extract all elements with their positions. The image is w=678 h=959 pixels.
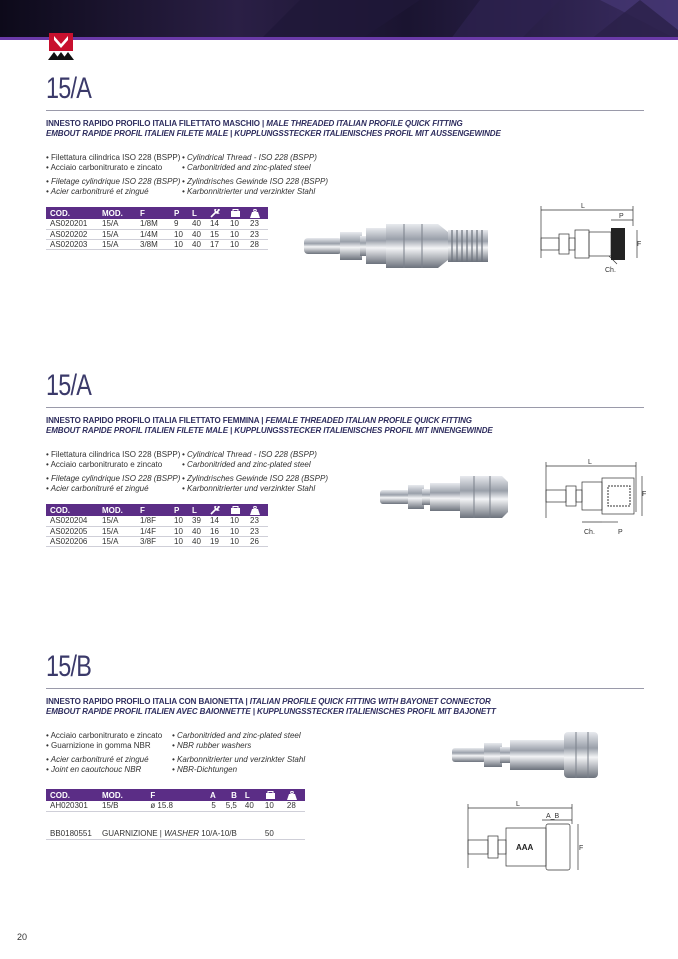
dim-label-l: L (588, 459, 592, 466)
cell-f: 1/8M (136, 219, 170, 229)
feature-item: • Acier carbonitruré et zingué (46, 484, 182, 494)
section-description (46, 119, 644, 139)
cell-box: 10 (226, 239, 246, 249)
feature-item: • Acciaio carbonitrurato e zincato (46, 731, 172, 741)
washer-label-models: 10/A-10/B (199, 829, 237, 839)
cell-box: 10 (226, 526, 246, 536)
cell-box: 10 (261, 801, 283, 811)
feature-item: • Zylindrisches Gewinde ISO 228 (BSPP) (182, 474, 482, 484)
table-row (46, 229, 268, 239)
spec-table (46, 504, 268, 547)
col-cod: COD. (46, 207, 98, 219)
table-row (46, 526, 268, 536)
feature-item: • Cylindrical Thread - ISO 228 (BSPP) (182, 450, 482, 460)
wrench-icon (210, 506, 220, 515)
cell-weight: 23 (246, 219, 268, 229)
feature-item: • Cylindrical Thread - ISO 228 (BSPP) (182, 153, 482, 163)
col-cod: COD. (46, 789, 98, 801)
dim-label-f: F (637, 241, 642, 248)
feature-list (46, 153, 644, 197)
product-photo-male-threaded (300, 210, 500, 282)
feature-item: • Karbonnitrierter und verzinkter Stahl (182, 484, 482, 494)
cell-p: 10 (170, 516, 188, 526)
feature-item: • Guarnizione in gomma NBR (46, 741, 172, 751)
col-mod: MOD. (98, 207, 136, 219)
cell-l: 39 (188, 516, 206, 526)
section-divider (46, 688, 644, 689)
cell-code: AS020202 (46, 229, 98, 239)
desc-italian: INNESTO RAPIDO PROFILO ITALIA FILETTATO FEMMINA | (46, 416, 266, 425)
box-icon (230, 506, 241, 515)
cell-wrench: 15 (206, 229, 226, 239)
technical-drawing-1 (533, 198, 643, 278)
feature-item: • Zylindrisches Gewinde ISO 228 (BSPP) (182, 177, 482, 187)
table-row (46, 801, 305, 811)
table-row (46, 516, 268, 526)
desc-fr-de: EMBOUT RAPIDE PROFIL ITALIEN AVEC BAIONNETTE | KUPPLUNGSSTECKER ITALIENISCHES PROFIL MIT BAJONETT (46, 707, 496, 716)
weight-icon (250, 209, 260, 218)
dim-label-p: P (619, 213, 624, 220)
cell-p: 9 (170, 219, 188, 229)
washer-label-en: WASHER (164, 829, 200, 839)
cell-box: 10 (226, 536, 246, 546)
cell-wrench: 14 (206, 516, 226, 526)
feature-item: • Acier carbonitruré et zingué (46, 755, 172, 765)
cell-f: 1/4M (136, 229, 170, 239)
wrench-icon (210, 209, 220, 218)
desc-english: FEMALE THREADED ITALIAN PROFILE QUICK FITTING (265, 416, 472, 425)
table-row (46, 536, 268, 546)
desc-english: MALE THREADED ITALIAN PROFILE QUICK FITTING (266, 119, 463, 128)
section-title: 15/B (46, 650, 92, 683)
dim-label-ch: Ch. (584, 529, 595, 536)
desc-fr-de: EMBOUT RAPIDE PROFIL ITALIEN FILETE MALE | KUPPLUNGSSTECKER ITALIENISCHES PROFIL MIT AUSSENGEWINDE (46, 129, 501, 138)
spec-table (46, 207, 268, 250)
col-f: F (136, 504, 170, 516)
cell-weight: 23 (246, 229, 268, 239)
cell-weight: 26 (246, 536, 268, 546)
feature-item: • Carbonitrided and zinc-plated steel (182, 460, 482, 470)
cell-f: 3/8F (136, 536, 170, 546)
cell-f: 3/8M (136, 239, 170, 249)
col-a: A (199, 789, 220, 801)
section-title: 15/A (46, 369, 92, 402)
cell-mod: 15/B (98, 801, 146, 811)
section-divider (46, 407, 644, 408)
cell-b: 5,5 (220, 801, 241, 811)
cell-code: BB0180551 (46, 829, 98, 839)
feature-item: • NBR-Dichtungen (172, 765, 472, 775)
cell-wrench: 17 (206, 239, 226, 249)
col-l: L (241, 789, 261, 801)
cell-p: 10 (170, 526, 188, 536)
col-wrench (206, 207, 226, 219)
dim-label-f: F (579, 845, 584, 852)
table-header-row (46, 789, 305, 801)
cell-weight: 23 (246, 516, 268, 526)
col-l: L (188, 504, 206, 516)
dim-label-l: L (516, 801, 520, 808)
col-mod: MOD. (98, 504, 136, 516)
cell-f: 1/4F (136, 526, 170, 536)
cell-p: 10 (170, 229, 188, 239)
col-box (226, 207, 246, 219)
cell-code: AS020206 (46, 536, 98, 546)
cell-f: ø 15.8 (146, 801, 199, 811)
cell-weight: 23 (246, 526, 268, 536)
feature-item: • Karbonnitrierter und verzinkter Stahl (172, 755, 472, 765)
cell-box: 50 (261, 829, 283, 839)
table-header-row (46, 207, 268, 219)
col-b: B (220, 789, 241, 801)
cell-l: 40 (188, 229, 206, 239)
cell-wrench: 14 (206, 219, 226, 229)
product-photo-female-threaded (376, 470, 516, 524)
feature-item: • Filetage cylindrique ISO 228 (BSPP) (46, 177, 182, 187)
cell-box: 10 (226, 219, 246, 229)
cell-mod: 15/A (98, 526, 136, 536)
col-box (261, 789, 283, 801)
page-number: 20 (17, 932, 28, 942)
col-cod: COD. (46, 504, 98, 516)
banner-accent-line (0, 37, 678, 40)
cell-code: AS020205 (46, 526, 98, 536)
section-description (46, 697, 644, 717)
col-weight (246, 207, 268, 219)
cell-weight: 28 (283, 801, 305, 811)
section-divider (46, 110, 644, 111)
cell-l: 40 (188, 536, 206, 546)
section-title: 15/A (46, 72, 92, 105)
feature-item: • Acier carbonitruré et zingué (46, 187, 182, 197)
cell-weight: 28 (246, 239, 268, 249)
cell-mod: 15/A (98, 239, 136, 249)
spec-table (46, 789, 305, 840)
cell-l: 40 (188, 219, 206, 229)
desc-italian: INNESTO RAPIDO PROFILO ITALIA CON BAIONETTA | (46, 697, 250, 706)
section-description (46, 416, 644, 436)
product-photo-bayonet (448, 726, 608, 784)
box-icon (265, 791, 276, 800)
table-row (46, 219, 268, 229)
feature-item: • Carbonitrided and zinc-plated steel (182, 163, 482, 173)
cell-code: AS020204 (46, 516, 98, 526)
cell-code: AH020301 (46, 801, 98, 811)
col-mod: MOD. (98, 789, 146, 801)
cell-wrench: 19 (206, 536, 226, 546)
cell-p: 10 (170, 536, 188, 546)
cell-code: AS020201 (46, 219, 98, 229)
feature-item: • Acciaio carbonitrurato e zincato (46, 163, 182, 173)
dim-label-f: F (642, 491, 647, 498)
dim-label-ch: Ch. (605, 267, 616, 274)
table-row (46, 239, 268, 249)
washer-label-it: GUARNIZIONE | (102, 829, 165, 839)
cell-f: 1/8F (136, 516, 170, 526)
cell-l: 40 (188, 239, 206, 249)
brand-logo-icon (46, 32, 76, 62)
col-box (226, 504, 246, 516)
banner-pattern (0, 0, 678, 40)
weight-icon (250, 506, 260, 515)
table-header-row (46, 504, 268, 516)
desc-italian: INNESTO RAPIDO PROFILO ITALIA FILETTATO MASCHIO | (46, 119, 267, 128)
weight-icon (287, 791, 297, 800)
header-banner (0, 0, 678, 40)
feature-item: • Filettatura cilindrica ISO 228 (BSPP) (46, 153, 182, 163)
dim-label-ab: A_B (546, 813, 560, 820)
col-weight (283, 789, 305, 801)
dim-label-p: P (618, 529, 623, 536)
technical-drawing-2 (538, 456, 648, 540)
cell-mod: 15/A (98, 219, 136, 229)
cell-wrench: 16 (206, 526, 226, 536)
feature-item: • Joint en caoutchouc NBR (46, 765, 172, 775)
cell-l: 40 (241, 801, 261, 811)
col-f: F (146, 789, 199, 801)
feature-item: • Karbonnitrierter und verzinkter Stahl (182, 187, 482, 197)
col-p: P (170, 504, 188, 516)
dim-label-l: L (581, 203, 585, 210)
col-weight (246, 504, 268, 516)
cell-code: AS020203 (46, 239, 98, 249)
cell-mod: 15/A (98, 229, 136, 239)
desc-fr-de: EMBOUT RAPIDE PROFIL ITALIEN FILETE MALE | KUPPLUNGSSTECKER ITALIENISCHES PROFIL MIT INNENGEWINDE (46, 426, 493, 435)
desc-english: ITALIAN PROFILE QUICK FITTING WITH BAYONET CONNECTOR (249, 697, 491, 706)
col-wrench (206, 504, 226, 516)
feature-item: • NBR rubber washers (172, 741, 472, 751)
cell-box: 10 (226, 229, 246, 239)
cell-box: 10 (226, 516, 246, 526)
table-row-washer (46, 829, 305, 839)
cell-mod: 15/A (98, 536, 136, 546)
table-row-spacer (46, 811, 305, 829)
part-marking-logo: AAA (516, 843, 534, 852)
cell-l: 40 (188, 526, 206, 536)
col-f: F (136, 207, 170, 219)
feature-item: • Filettatura cilindrica ISO 228 (BSPP) (46, 450, 182, 460)
feature-item: • Carbonitrided and zinc-plated steel (172, 731, 472, 741)
col-p: P (170, 207, 188, 219)
cell-p: 10 (170, 239, 188, 249)
col-l: L (188, 207, 206, 219)
box-icon (230, 209, 241, 218)
feature-item: • Acciaio carbonitrurato e zincato (46, 460, 182, 470)
cell-washer-label (98, 829, 241, 839)
technical-drawing-3 (462, 800, 588, 876)
cell-a: 5 (199, 801, 220, 811)
feature-item: • Filetage cylindrique ISO 228 (BSPP) (46, 474, 182, 484)
cell-mod: 15/A (98, 516, 136, 526)
